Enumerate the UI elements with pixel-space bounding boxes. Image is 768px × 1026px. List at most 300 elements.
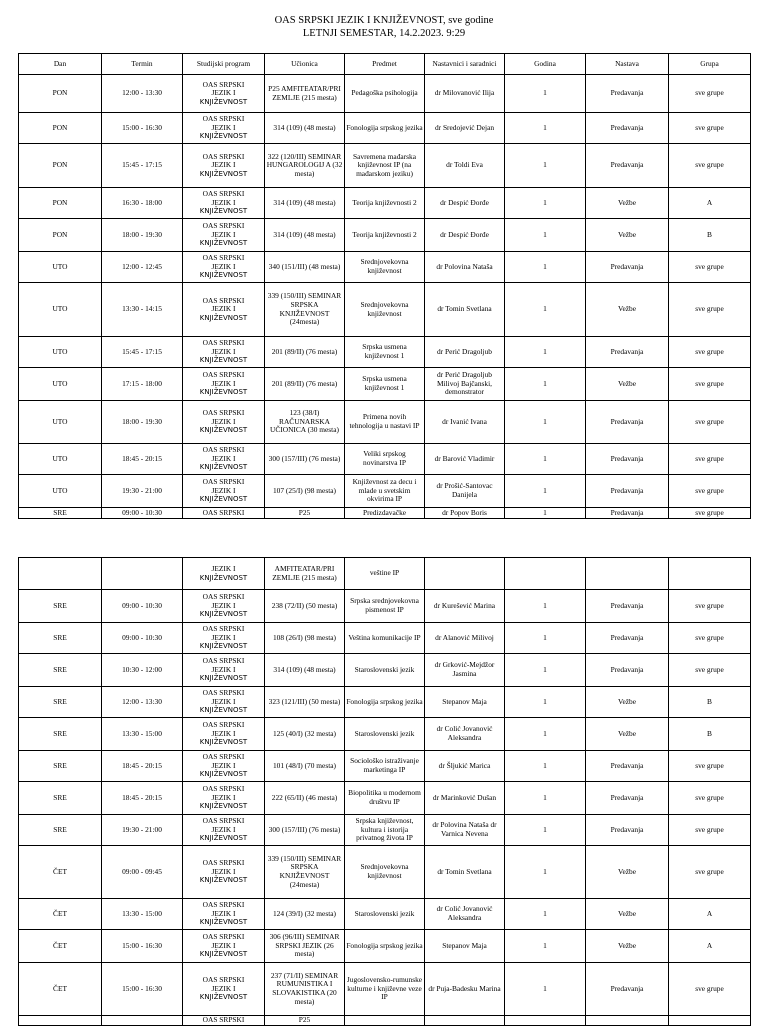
program-line: OAS SRPSKI xyxy=(202,858,245,868)
program-cell xyxy=(183,654,265,687)
ucionica-cell: 237 (71/II) SEMINAR RUMUNISTIKA I SLOVAKISTIKA (20 mesta) xyxy=(265,963,345,1016)
program-cell xyxy=(183,558,265,590)
godina-cell xyxy=(505,558,586,590)
godina-cell: 1 xyxy=(505,718,586,751)
ucionica-cell: 314 (109) (48 mesta) xyxy=(265,113,345,144)
program-line: KNJIŽEVNOST xyxy=(199,770,248,779)
table-row xyxy=(19,815,751,846)
dan-cell: UTO xyxy=(19,401,102,444)
program-line: OAS SRPSKI xyxy=(202,295,245,305)
godina-cell: 1 xyxy=(505,815,586,846)
dan-cell: SRE xyxy=(19,782,102,815)
nastavnik-cell xyxy=(425,558,505,590)
godina-cell: 1 xyxy=(505,337,586,368)
nastava-cell: Predavanja xyxy=(586,475,669,508)
program-line: JEZIK I xyxy=(211,728,236,738)
nastava-cell xyxy=(586,558,669,590)
grupa-cell xyxy=(669,558,751,590)
program-line: JEZIK I xyxy=(211,824,236,834)
dan-cell: PON xyxy=(19,219,102,252)
program-line: OAS SRPSKI xyxy=(202,221,245,231)
schedule-table-1 xyxy=(18,53,751,519)
nastava-cell xyxy=(586,1016,669,1026)
predmet-cell: Biopolitika u modernom društvu IP xyxy=(345,782,425,815)
dan-cell: UTO xyxy=(19,444,102,475)
program-cell xyxy=(183,113,265,144)
nastavnik-cell: dr Despić Đorđe xyxy=(425,188,505,219)
program-line: KNJIŽEVNOST xyxy=(199,356,248,365)
predmet-cell: Fonologija srpskog jezika xyxy=(345,113,425,144)
program-line: OAS SRPSKI xyxy=(202,408,245,418)
grupa-cell: sve grupe xyxy=(669,623,751,654)
predmet-cell: Veština komunikacije IP xyxy=(345,623,425,654)
nastava-cell: Vežbe xyxy=(586,219,669,252)
ucionica-cell: 306 (96/III) SEMINAR SRPSKI JEZIK (26 mesta) xyxy=(265,930,345,963)
nastavnik-cell: dr Colić Jovanović Aleksandra xyxy=(425,899,505,930)
godina-cell: 1 xyxy=(505,899,586,930)
program-line: OAS SRPSKI xyxy=(202,816,245,826)
godina-cell: 1 xyxy=(505,113,586,144)
predmet-cell: Teorija književnosti 2 xyxy=(345,188,425,219)
predmet-cell: Sociološko istraživanje marketinga IP xyxy=(345,751,425,782)
program-line: JEZIK I xyxy=(211,760,236,770)
dan-cell: UTO xyxy=(19,337,102,368)
dan-cell: PON xyxy=(19,113,102,144)
termin-cell: 15:45 - 17:15 xyxy=(102,144,183,188)
predmet-cell: Predizdavačke xyxy=(345,508,425,519)
program-cell xyxy=(183,508,265,519)
nastavnik-cell: dr Kurešević Marina xyxy=(425,590,505,623)
dan-cell: SRE xyxy=(19,751,102,782)
godina-cell: 1 xyxy=(505,751,586,782)
program-cell xyxy=(183,782,265,815)
nastavnik-cell: dr Marinković Dušan xyxy=(425,782,505,815)
dan-cell: SRE xyxy=(19,623,102,654)
grupa-cell: sve grupe xyxy=(669,401,751,444)
nastava-cell: Predavanja xyxy=(586,444,669,475)
predmet-cell: Srpska književnost, kultura i istorija privatnog života IP xyxy=(345,815,425,846)
nastava-cell: Predavanja xyxy=(586,75,669,113)
ucionica-cell: 339 (150/III) SEMINAR SRPSKA KNJIŽEVNOST (24mesta) xyxy=(265,283,345,337)
grupa-cell: B xyxy=(669,687,751,718)
godina-cell: 1 xyxy=(505,623,586,654)
nastavnik-cell: dr Puja-Badesku Marina xyxy=(425,963,505,1016)
program-line: JEZIK I xyxy=(211,664,236,674)
program-cell xyxy=(183,751,265,782)
program-line: KNJIŽEVNOST xyxy=(199,388,248,397)
program-line: KNJIŽEVNOST xyxy=(199,876,248,885)
nastavnik-cell: dr Tomin Svetlana xyxy=(425,846,505,899)
ucionica-cell: 314 (109) (48 mesta) xyxy=(265,219,345,252)
nastavnik-cell: dr Despić Đorđe xyxy=(425,219,505,252)
program-line: KNJIŽEVNOST xyxy=(199,950,248,959)
nastavnik-cell: dr Ivanić Ivana xyxy=(425,401,505,444)
godina-cell: 1 xyxy=(505,930,586,963)
table-header-row xyxy=(19,54,751,75)
nastava-cell: Vežbe xyxy=(586,283,669,337)
nastava-cell: Vežbe xyxy=(586,930,669,963)
godina-cell: 1 xyxy=(505,687,586,718)
godina-cell: 1 xyxy=(505,188,586,219)
ucionica-cell: 300 (157/III) (76 mesta) xyxy=(265,815,345,846)
nastavnik-cell: dr Alanović Milivoj xyxy=(425,623,505,654)
nastava-cell: Predavanja xyxy=(586,144,669,188)
program-line: JEZIK I xyxy=(211,88,236,98)
nastavnik-cell: dr Milovanović Ilija xyxy=(425,75,505,113)
grupa-cell xyxy=(669,1016,751,1026)
document-subtitle: LETNJI SEMESTAR, 14.2.2023. 9:29 xyxy=(302,28,466,39)
program-line: JEZIK I xyxy=(211,485,236,495)
ucionica-cell: 314 (109) (48 mesta) xyxy=(265,188,345,219)
program-line: OAS SRPSKI xyxy=(202,338,245,348)
nastava-cell: Predavanja xyxy=(586,337,669,368)
nastavnik-cell: dr Polovina Nataša xyxy=(425,252,505,283)
program-line: JEZIK I xyxy=(211,346,236,356)
termin-cell: 09:00 - 10:30 xyxy=(102,590,183,623)
program-line: OAS SRPSKI xyxy=(202,900,245,910)
predmet-cell: Srednjovekovna književnost xyxy=(345,846,425,899)
program-line: OAS SRPSKI xyxy=(202,507,245,517)
termin-cell: 13:30 - 15:00 xyxy=(102,899,183,930)
predmet-cell: Srpska usmena književnost 1 xyxy=(345,337,425,368)
dan-cell xyxy=(19,1016,102,1026)
godina-cell: 1 xyxy=(505,590,586,623)
nastavnik-cell: Stepanov Maja xyxy=(425,687,505,718)
program-line: KNJIŽEVNOST xyxy=(199,169,248,178)
dan-cell: PON xyxy=(19,144,102,188)
termin-cell: 15:45 - 17:15 xyxy=(102,337,183,368)
predmet-cell: Srednjovekovna književnost xyxy=(345,283,425,337)
predmet-cell: Pedagoška psihologija xyxy=(345,75,425,113)
program-line: KNJIŽEVNOST xyxy=(199,239,248,248)
predmet-cell: veštine IP xyxy=(345,558,425,590)
ucionica-cell: 339 (150/III) SEMINAR SRPSKA KNJIŽEVNOST (24mesta) xyxy=(265,846,345,899)
dan-cell: ČET xyxy=(19,846,102,899)
nastava-cell: Predavanja xyxy=(586,113,669,144)
termin-cell: 15:00 - 16:30 xyxy=(102,930,183,963)
program-cell xyxy=(183,368,265,401)
termin-cell xyxy=(102,558,183,590)
program-cell xyxy=(183,444,265,475)
grupa-cell: sve grupe xyxy=(669,475,751,508)
header-godina: Godina xyxy=(505,54,586,75)
program-cell xyxy=(183,219,265,252)
program-cell xyxy=(183,815,265,846)
termin-cell xyxy=(102,1016,183,1026)
predmet-cell: Srpska usmena književnost 1 xyxy=(345,368,425,401)
program-cell xyxy=(183,1016,265,1026)
table-row xyxy=(19,899,751,930)
grupa-cell: sve grupe xyxy=(669,113,751,144)
dan-cell: ČET xyxy=(19,930,102,963)
ucionica-cell: 123 (38/I) RAČUNARSKA UČIONICA (30 mesta) xyxy=(265,401,345,444)
godina-cell: 1 xyxy=(505,283,586,337)
nastavnik-cell: dr Barović Vladimir xyxy=(425,444,505,475)
program-line: JEZIK I xyxy=(211,416,236,426)
predmet-cell: Teorija književnosti 2 xyxy=(345,219,425,252)
ucionica-cell: 107 (25/I) (98 mesta) xyxy=(265,475,345,508)
program-cell xyxy=(183,337,265,368)
program-line: OAS SRPSKI xyxy=(202,656,245,666)
predmet-cell xyxy=(345,1016,425,1026)
program-line: OAS SRPSKI xyxy=(202,752,245,762)
header-grupa: Grupa xyxy=(669,54,751,75)
godina-cell: 1 xyxy=(505,444,586,475)
table-row xyxy=(19,144,751,188)
program-line: JEZIK I xyxy=(211,983,236,993)
grupa-cell: B xyxy=(669,219,751,252)
ucionica-cell: P25 AMFITEATAR/PRI ZEMLJE (215 mesta) xyxy=(265,75,345,113)
termin-cell: 12:00 - 13:30 xyxy=(102,687,183,718)
nastava-cell: Vežbe xyxy=(586,718,669,751)
dan-cell xyxy=(19,558,102,590)
dan-cell: ČET xyxy=(19,899,102,930)
termin-cell: 19:30 - 21:00 xyxy=(102,815,183,846)
program-line: JEZIK I xyxy=(211,197,236,207)
table-row xyxy=(19,558,751,590)
grupa-cell: A xyxy=(669,899,751,930)
program-line: KNJIŽEVNOST xyxy=(199,642,248,651)
program-line: JEZIK I xyxy=(211,696,236,706)
table-row xyxy=(19,188,751,219)
nastava-cell: Vežbe xyxy=(586,368,669,401)
program-line: OAS SRPSKI xyxy=(202,189,245,199)
header-dan: Dan xyxy=(19,54,102,75)
header-ucionica: Učionica xyxy=(265,54,345,75)
table-row xyxy=(19,368,751,401)
program-line: KNJIŽEVNOST xyxy=(199,738,248,747)
godina-cell: 1 xyxy=(505,144,586,188)
program-line: KNJIŽEVNOST xyxy=(199,207,248,216)
program-line: JEZIK I xyxy=(211,792,236,802)
table-row xyxy=(19,252,751,283)
program-line: KNJIŽEVNOST xyxy=(199,993,248,1002)
header-nastavnici: Nastavnici i saradnici xyxy=(425,54,505,75)
table-row xyxy=(19,113,751,144)
ucionica-cell: 101 (48/I) (70 mesta) xyxy=(265,751,345,782)
program-line: KNJIŽEVNOST xyxy=(199,271,248,280)
termin-cell: 18:45 - 20:15 xyxy=(102,444,183,475)
program-line: JEZIK I xyxy=(211,229,236,239)
program-line: KNJIŽEVNOST xyxy=(199,706,248,715)
predmet-cell: Jugoslovensko-rumunske kulturne i književne veze IP xyxy=(345,963,425,1016)
ucionica-cell: 201 (89/II) (76 mesta) xyxy=(265,368,345,401)
predmet-cell: Srednjovekovna književnost xyxy=(345,252,425,283)
termin-cell: 09:00 - 10:30 xyxy=(102,508,183,519)
program-line: OAS SRPSKI xyxy=(202,370,245,380)
program-cell xyxy=(183,144,265,188)
grupa-cell: sve grupe xyxy=(669,144,751,188)
program-cell xyxy=(183,930,265,963)
ucionica-cell: 108 (26/I) (98 mesta) xyxy=(265,623,345,654)
dan-cell: ČET xyxy=(19,963,102,1016)
godina-cell: 1 xyxy=(505,475,586,508)
grupa-cell: B xyxy=(669,718,751,751)
grupa-cell: sve grupe xyxy=(669,590,751,623)
nastava-cell: Predavanja xyxy=(586,401,669,444)
godina-cell: 1 xyxy=(505,508,586,519)
program-line: OAS SRPSKI xyxy=(202,688,245,698)
predmet-cell: Književnost za decu i mlade u svetskim okvirima IP xyxy=(345,475,425,508)
nastava-cell: Predavanja xyxy=(586,623,669,654)
nastava-cell: Vežbe xyxy=(586,846,669,899)
table-row xyxy=(19,219,751,252)
godina-cell: 1 xyxy=(505,846,586,899)
dan-cell: SRE xyxy=(19,590,102,623)
program-line: JEZIK I xyxy=(211,160,236,170)
header-nastava: Nastava xyxy=(586,54,669,75)
program-line: JEZIK I xyxy=(211,304,236,314)
predmet-cell: Fonologija srpskog jezika xyxy=(345,687,425,718)
godina-cell: 1 xyxy=(505,782,586,815)
grupa-cell: sve grupe xyxy=(669,815,751,846)
table-row xyxy=(19,846,751,899)
termin-cell: 13:30 - 14:15 xyxy=(102,283,183,337)
nastava-cell: Predavanja xyxy=(586,508,669,519)
program-line: JEZIK I xyxy=(211,600,236,610)
program-cell xyxy=(183,899,265,930)
program-cell xyxy=(183,401,265,444)
godina-cell: 1 xyxy=(505,219,586,252)
program-line: JEZIK I xyxy=(211,453,236,463)
program-line: JEZIK I xyxy=(211,563,236,573)
program-cell xyxy=(183,963,265,1016)
nastava-cell: Predavanja xyxy=(586,782,669,815)
grupa-cell: sve grupe xyxy=(669,782,751,815)
table-row xyxy=(19,782,751,815)
table-row xyxy=(19,337,751,368)
table-row xyxy=(19,401,751,444)
godina-cell: 1 xyxy=(505,368,586,401)
nastava-cell: Vežbe xyxy=(586,687,669,718)
table-row xyxy=(19,444,751,475)
predmet-cell: Srpska srednjovekovna pismenost IP xyxy=(345,590,425,623)
program-line: OAS SRPSKI xyxy=(202,477,245,487)
termin-cell: 10:30 - 12:00 xyxy=(102,654,183,687)
dan-cell: PON xyxy=(19,188,102,219)
predmet-cell: Staroslovenski jezik xyxy=(345,718,425,751)
program-cell xyxy=(183,718,265,751)
program-cell xyxy=(183,623,265,654)
nastava-cell: Predavanja xyxy=(586,252,669,283)
termin-cell: 12:00 - 13:30 xyxy=(102,75,183,113)
program-line: OAS SRPSKI xyxy=(202,784,245,794)
program-cell xyxy=(183,283,265,337)
predmet-cell: Primena novih tehnologija u nastavi IP xyxy=(345,401,425,444)
table-row xyxy=(19,1016,751,1026)
dan-cell: SRE xyxy=(19,815,102,846)
godina-cell: 1 xyxy=(505,963,586,1016)
table-row xyxy=(19,508,751,519)
nastavnik-cell: dr Popov Boris xyxy=(425,508,505,519)
header-predmet: Predmet xyxy=(345,54,425,75)
table-row xyxy=(19,751,751,782)
table-row xyxy=(19,75,751,113)
program-line: KNJIŽEVNOST xyxy=(199,426,248,435)
program-cell xyxy=(183,590,265,623)
nastava-cell: Predavanja xyxy=(586,590,669,623)
ucionica-cell: 125 (40/I) (32 mesta) xyxy=(265,718,345,751)
program-line: OAS SRPSKI xyxy=(202,1015,245,1025)
nastavnik-cell xyxy=(425,1016,505,1026)
program-cell xyxy=(183,687,265,718)
program-line: OAS SRPSKI xyxy=(202,720,245,730)
godina-cell: 1 xyxy=(505,654,586,687)
ucionica-cell: 222 (65/II) (46 mesta) xyxy=(265,782,345,815)
program-line: OAS SRPSKI xyxy=(202,445,245,455)
nastavnik-cell: dr Grković-Mejdžor Jasmina xyxy=(425,654,505,687)
grupa-cell: sve grupe xyxy=(669,751,751,782)
termin-cell: 09:00 - 10:30 xyxy=(102,623,183,654)
program-line: KNJIŽEVNOST xyxy=(199,918,248,927)
header-studijski-program: Studijski program xyxy=(183,54,265,75)
program-line: JEZIK I xyxy=(211,632,236,642)
termin-cell: 15:00 - 16:30 xyxy=(102,963,183,1016)
program-line: OAS SRPSKI xyxy=(202,592,245,602)
dan-cell: PON xyxy=(19,75,102,113)
grupa-cell: sve grupe xyxy=(669,846,751,899)
dan-cell: UTO xyxy=(19,252,102,283)
program-line: KNJIŽEVNOST xyxy=(199,97,248,106)
godina-cell: 1 xyxy=(505,75,586,113)
dan-cell: SRE xyxy=(19,654,102,687)
table-row xyxy=(19,590,751,623)
termin-cell: 15:00 - 16:30 xyxy=(102,113,183,144)
dan-cell: UTO xyxy=(19,475,102,508)
grupa-cell: sve grupe xyxy=(669,368,751,401)
program-cell xyxy=(183,75,265,113)
program-line: KNJIŽEVNOST xyxy=(199,610,248,619)
program-line: KNJIŽEVNOST xyxy=(199,802,248,811)
grupa-cell: A xyxy=(669,930,751,963)
godina-cell: 1 xyxy=(505,401,586,444)
table-row xyxy=(19,687,751,718)
program-line: OAS SRPSKI xyxy=(202,151,245,161)
program-line: OAS SRPSKI xyxy=(202,624,245,634)
predmet-cell: Fonologija srpskog jezika xyxy=(345,930,425,963)
ucionica-cell: 300 (157/III) (76 mesta) xyxy=(265,444,345,475)
godina-cell xyxy=(505,1016,586,1026)
grupa-cell: sve grupe xyxy=(669,508,751,519)
termin-cell: 09:00 - 09:45 xyxy=(102,846,183,899)
program-line: OAS SRPSKI xyxy=(202,79,245,89)
grupa-cell: A xyxy=(669,188,751,219)
grupa-cell: sve grupe xyxy=(669,252,751,283)
grupa-cell: sve grupe xyxy=(669,654,751,687)
ucionica-cell: 323 (121/III) (50 mesta) xyxy=(265,687,345,718)
table-row xyxy=(19,963,751,1016)
table-row xyxy=(19,930,751,963)
nastava-cell: Predavanja xyxy=(586,963,669,1016)
ucionica-cell: 314 (109) (48 mesta) xyxy=(265,654,345,687)
predmet-cell: Staroslovenski jezik xyxy=(345,654,425,687)
ucionica-cell: 201 (89/II) (76 mesta) xyxy=(265,337,345,368)
program-line: KNJIŽEVNOST xyxy=(199,463,248,472)
predmet-cell: Veliki srpskog novinarstva IP xyxy=(345,444,425,475)
grupa-cell: sve grupe xyxy=(669,337,751,368)
ucionica-cell: 124 (39/I) (32 mesta) xyxy=(265,899,345,930)
program-cell xyxy=(183,252,265,283)
program-line: JEZIK I xyxy=(211,378,236,388)
nastava-cell: Predavanja xyxy=(586,751,669,782)
program-line: KNJIŽEVNOST xyxy=(199,132,248,141)
schedule-table-2 xyxy=(18,557,751,1026)
termin-cell: 16:30 - 18:00 xyxy=(102,188,183,219)
dan-cell: SRE xyxy=(19,687,102,718)
program-line: JEZIK I xyxy=(211,908,236,918)
document-header xyxy=(0,14,768,40)
nastavnik-cell: dr Polovina Nataša dr Varnica Nevena xyxy=(425,815,505,846)
